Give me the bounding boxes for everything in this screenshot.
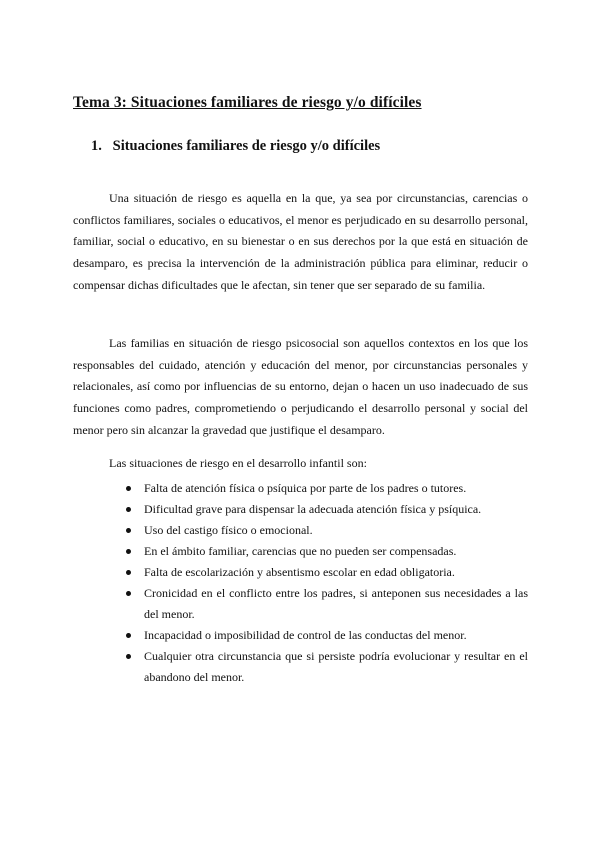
bullet-icon	[126, 549, 131, 554]
list-item-text: Falta de atención física o psíquica por parte de los padres o tutores.	[144, 481, 467, 495]
list-item	[126, 625, 528, 646]
list-item-text: En el ámbito familiar, carencias que no pueden ser compensadas.	[144, 544, 457, 558]
list-item-text: Falta de escolarización y absentismo escolar en edad obligatoria.	[144, 565, 455, 579]
section-number: 1.	[91, 138, 102, 154]
list-item	[126, 541, 528, 562]
bullet-icon	[126, 486, 131, 491]
bullet-icon	[126, 528, 131, 533]
list-item	[126, 499, 528, 520]
section-heading	[91, 138, 380, 155]
list-item-text: Uso del castigo físico o emocional.	[144, 523, 313, 537]
document-title: Tema 3: Situaciones familiares de riesgo y/o difíciles	[73, 94, 422, 111]
paragraph-definition: Una situación de riesgo es aquella en la que, ya sea por circunstancias, carencias o conflictos familiares, sociales o educativos, el menor es perjudicado en su desarrollo personal, familiar, social o educativo, en su bienestar o en sus derechos por la que está en situación de desamparo, es precisa la intervención de la administración pública para eliminar, reducir o compensar dichas dificultades que le afectan, sin tener que ser separado de su familia.	[73, 191, 528, 292]
list-item	[126, 562, 528, 583]
list-item	[126, 583, 528, 625]
bullet-icon	[126, 591, 131, 596]
list-item-text: Incapacidad o imposibilidad de control de las conductas del menor.	[144, 628, 467, 642]
list-item	[126, 520, 528, 541]
bullet-icon	[126, 507, 131, 512]
list-item	[126, 646, 528, 688]
list-item-text: Cronicidad en el conflicto entre los padres, si anteponen sus necesidades a las del menor.	[144, 586, 528, 621]
section-heading-text: Situaciones familiares de riesgo y/o difíciles	[112, 138, 381, 154]
list-item-text: Cualquier otra circunstancia que si persiste podría evolucionar y resultar en el abandono del menor.	[144, 649, 528, 684]
paragraph-psychosocial-risk: Las familias en situación de riesgo psicosocial son aquellos contextos en los que los responsables del cuidado, atención y educación del menor, por circunstancias personales y relacionales, así como por influencias de su entorno, dejan o hacen un uso inadecuado de sus funciones como padres, comprometiendo o perjudicando el desarrollo personal y social del menor pero sin alcanzar la gravedad que justifique el desamparo.	[73, 336, 528, 437]
list-intro: Las situaciones de riesgo en el desarrollo infantil son:	[109, 456, 367, 470]
bullet-icon	[126, 570, 131, 575]
bullet-icon	[126, 633, 131, 638]
list-item-text: Dificultad grave para dispensar la adecuada atención física y psíquica.	[144, 502, 482, 516]
bullet-icon	[126, 654, 131, 659]
list-item	[126, 478, 528, 499]
risk-situations-list	[126, 478, 528, 688]
